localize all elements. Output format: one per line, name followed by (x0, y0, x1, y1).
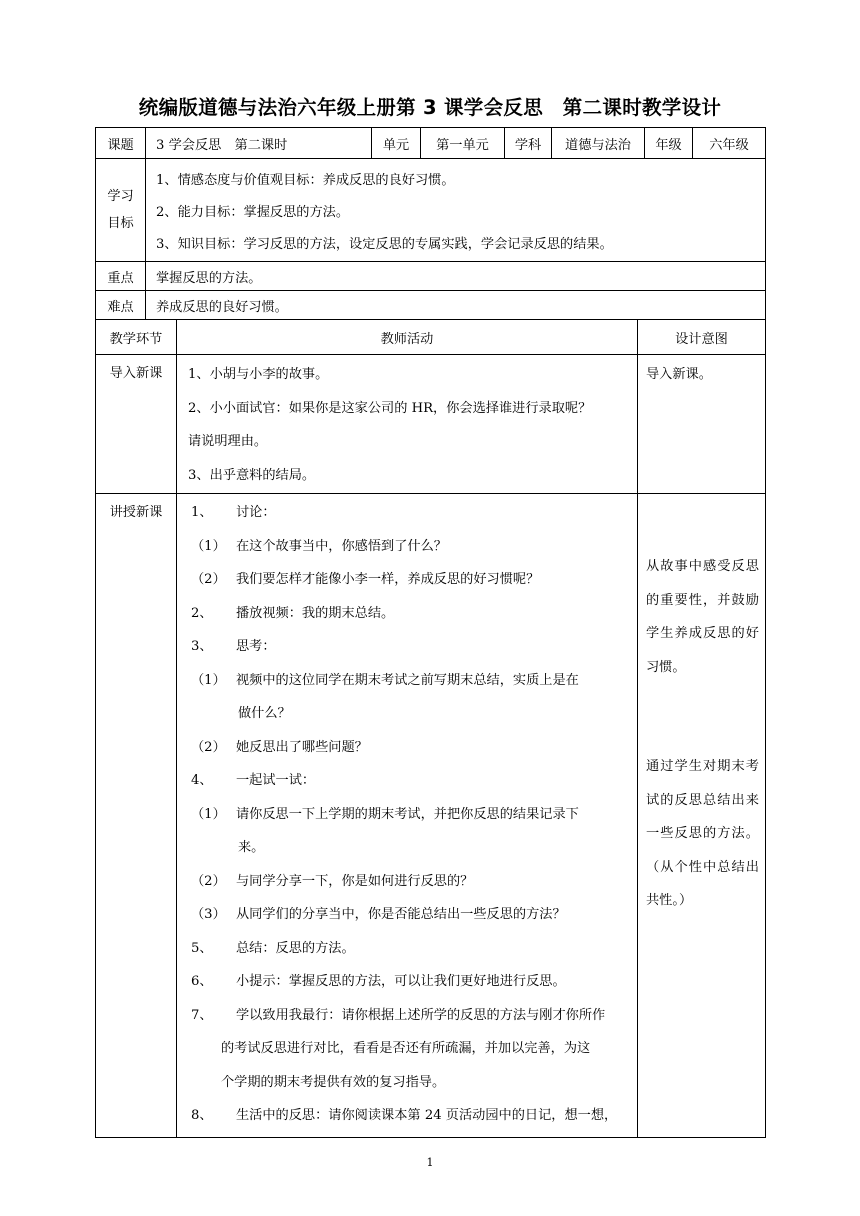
lecture-line (177, 563, 637, 597)
page-title: 统编版道德与法治六年级上册第 3 课学会反思 第二课时教学设计 (138, 96, 722, 119)
lecture-line (177, 597, 637, 631)
objectives-label-line-2: 目标 (107, 216, 134, 231)
header-stage: 教学环节 (96, 320, 177, 355)
objective-2: 2、能力目标：掌握反思的方法。 (156, 205, 350, 220)
lecture-line (177, 1099, 637, 1133)
lecture-line-number: （3） (191, 907, 226, 922)
lecture-lines (177, 496, 637, 1133)
lecture-intent-cell (638, 494, 766, 1138)
lecture-line-continuation (177, 1066, 637, 1100)
lecture-line-number: （1） (191, 538, 226, 554)
lecture-line-number: 2、 (191, 605, 213, 621)
lecture-line (177, 630, 637, 664)
page-number: 1 (426, 1156, 434, 1169)
intro-intent: 导入新课。 (646, 367, 712, 382)
lecture-line-number: （2） (191, 572, 226, 587)
lecture-line (177, 999, 637, 1033)
intro-line-4: 3、出乎意料的结局。 (188, 467, 316, 483)
header-design-intent: 设计意图 (638, 320, 766, 355)
intro-line-1: 1、小胡与小李的故事。 (188, 367, 329, 382)
difficult-point-value: 养成反思的良好习惯。 (146, 291, 766, 320)
objective-1: 1、情感态度与价值观目标：养成反思的良好习惯。 (156, 173, 455, 188)
key-point-value: 掌握反思的方法。 (146, 262, 766, 291)
lecture-line-number: 1、 (191, 505, 213, 520)
topic-value: 3 学会反思 第二课时 (146, 128, 372, 159)
difficult-point-label: 难点 (96, 291, 146, 320)
lecture-line-text: 请你反思一下上学期的期末考试，并把你反思的结果记录下 (236, 806, 579, 822)
intro-activity (177, 355, 638, 494)
intro-intent-cell (638, 355, 766, 494)
lecture-line-number: 5、 (191, 940, 213, 956)
lecture-activity (177, 494, 638, 1138)
lecture-line-text: 在这个故事当中，你感悟到了什么？ (236, 538, 447, 554)
lecture-line-continuation: 做什么？ (238, 706, 291, 721)
lecture-line-number: 4、 (191, 773, 213, 788)
lecture-line-text: 视频中的这位同学在期末考试之前写期末总结，实质上是在 (236, 672, 579, 688)
subject-label: 学科 (505, 128, 552, 159)
lecture-line-text: 思考： (236, 639, 276, 654)
lecture-line-text: 播放视频：我的期末总结。 (236, 605, 395, 621)
lecture-line-number: 3、 (191, 639, 213, 654)
lecture-line (177, 764, 637, 798)
subject-value: 道德与法治 (552, 128, 645, 159)
lecture-line-text: 与同学分享一下，你是如何进行反思的？ (236, 873, 474, 889)
lecture-line (177, 731, 637, 765)
lesson-info-table (95, 127, 766, 320)
objectives-label (96, 159, 146, 262)
objective-3: 3、知识目标：学习反思的方法，设定反思的专属实践，学会记录反思的结果。 (156, 237, 613, 252)
lecture-line-number: （2） (191, 739, 226, 755)
lecture-line-text: 从同学们的分享当中，你是否能总结出一些反思的方法？ (236, 907, 566, 922)
lecture-line-continuation: 来。 (238, 840, 265, 855)
lecture-line-text: 小提示：掌握反思的方法，可以让我们更好地进行反思。 (236, 974, 566, 989)
lecture-line-text: 个学期的期末考提供有效的复习指导。 (221, 1074, 446, 1090)
objectives-label-line-1: 学习 (107, 189, 134, 204)
lecture-line-text: 她反思出了哪些问题？ (236, 739, 368, 755)
lecture-line-text: 学以致用我最行：请你根据上述所学的反思的方法与刚才你所作 (236, 1007, 606, 1023)
lecture-line-text: 一起试一试： (236, 773, 316, 788)
lecture-line (177, 664, 637, 698)
grade-value: 六年级 (693, 128, 766, 159)
lecture-line-text: 总结：反思的方法。 (236, 940, 355, 956)
lecture-intent-1: 从故事中感受反思的重要性，并鼓励学生养成反思的好习惯。 (646, 559, 759, 675)
lecture-line-number: 6、 (191, 974, 213, 989)
lecture-line-text: 的考试反思进行对比，看看是否还有所疏漏，并加以完善，为这 (221, 1041, 591, 1056)
lecture-stage: 讲授新课 (96, 494, 177, 1138)
lecture-line-continuation (177, 1032, 637, 1066)
lecture-line (177, 865, 637, 899)
grade-label: 年级 (645, 128, 693, 159)
lecture-line (177, 965, 637, 999)
unit-label: 单元 (372, 128, 421, 159)
lecture-line-number: 8、 (191, 1108, 213, 1123)
intro-line-3: 请说明理由。 (188, 434, 268, 449)
intro-line-2: 2、小小面试官：如果你是这家公司的 HR，你会选择谁进行录取呢？ (188, 400, 592, 416)
objectives-cell (146, 159, 766, 262)
lecture-line (177, 530, 637, 564)
lecture-line (177, 798, 637, 832)
lecture-intent-2: 通过学生对期末考试的反思总结出来一些反思的方法。（从个性中总结出共性。） (646, 759, 759, 908)
lecture-line (177, 932, 637, 966)
lecture-line-number: （1） (191, 672, 226, 688)
key-point-label: 重点 (96, 262, 146, 291)
lecture-line-number: （2） (191, 873, 226, 889)
header-teacher-activity: 教师活动 (177, 320, 638, 355)
lecture-line (177, 496, 637, 530)
lecture-line-text: 讨论： (236, 505, 276, 520)
lecture-line (177, 898, 637, 932)
topic-label: 课题 (96, 128, 146, 159)
lecture-line-text: 我们要怎样才能像小李一样，养成反思的好习惯呢？ (236, 572, 540, 587)
teaching-process-table (95, 319, 766, 1138)
lecture-line-number: （1） (191, 806, 226, 822)
lecture-line-text: 生活中的反思：请你阅读课本第 24 页活动园中的日记，想一想， (236, 1108, 618, 1123)
unit-value: 第一单元 (421, 128, 505, 159)
intro-stage: 导入新课 (96, 355, 177, 494)
lecture-line-number: 7、 (191, 1007, 213, 1023)
